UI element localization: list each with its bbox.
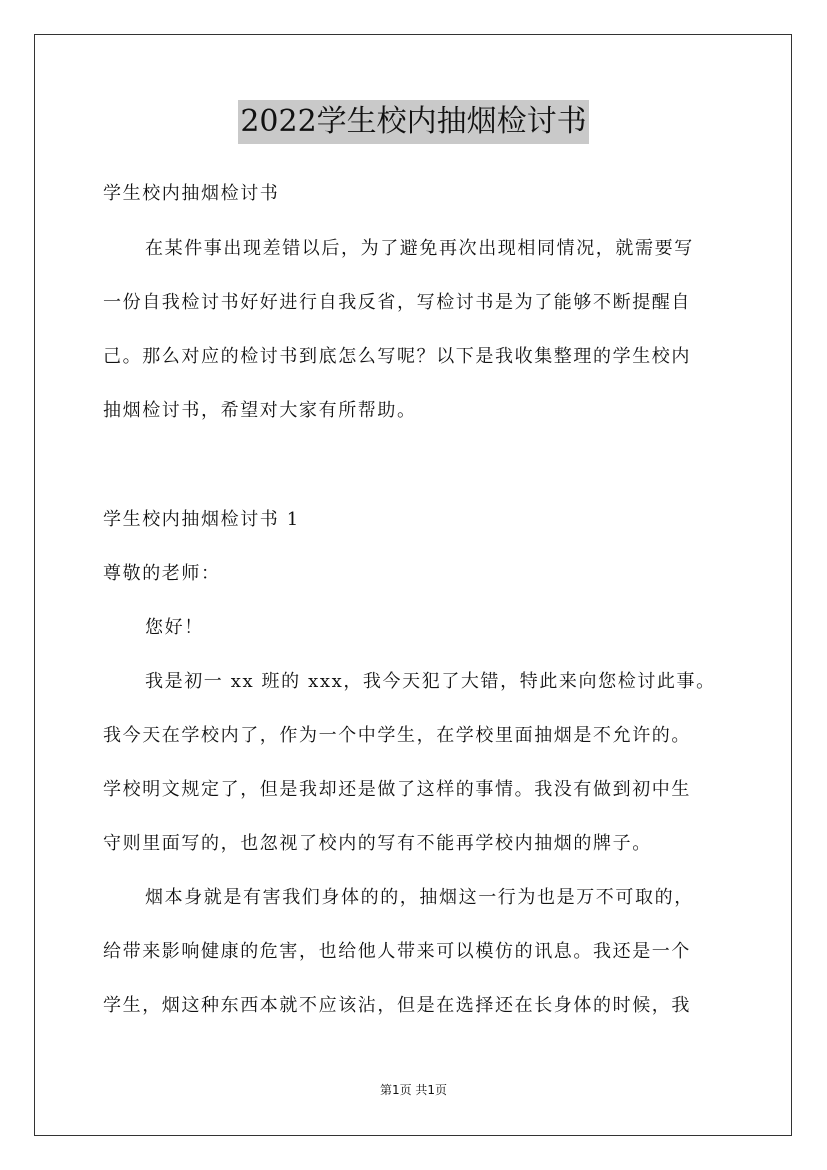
document-title: 2022学生校内抽烟检讨书 xyxy=(238,100,588,144)
body-line-2: 我今天在学校内了，作为一个中学生，在学校里面抽烟是不允许的。 xyxy=(103,725,691,746)
body-line-7: 学生，烟这种东西本就不应该沾，但是在选择还在长身体的时候，我 xyxy=(103,995,691,1016)
greeting: 您好！ xyxy=(145,617,204,638)
salutation: 尊敬的老师： xyxy=(103,563,221,584)
intro-line-1: 在某件事出现差错以后，为了避免再次出现相同情况，就需要写 xyxy=(145,238,694,259)
subsection-heading: 学生校内抽烟检讨书 1 xyxy=(103,509,300,530)
section-heading: 学生校内抽烟检讨书 xyxy=(103,183,280,204)
body-line-5: 烟本身就是有害我们身体的的，抽烟这一行为也是万不可取的， xyxy=(145,887,694,908)
intro-line-4: 抽烟检讨书，希望对大家有所帮助。 xyxy=(103,400,417,421)
body-line-3: 学校明文规定了，但是我却还是做了这样的事情。我没有做到初中生 xyxy=(103,779,691,800)
title-wrapper xyxy=(0,100,827,144)
page-footer: 第1页 共1页 xyxy=(379,1083,448,1097)
body-line-6: 给带来影响健康的危害，也给他人带来可以模仿的讯息。我还是一个 xyxy=(103,941,691,962)
intro-line-2: 一份自我检讨书好好进行自我反省，写检讨书是为了能够不断提醒自 xyxy=(103,292,691,313)
intro-line-3: 己。那么对应的检讨书到底怎么写呢？以下是我收集整理的学生校内 xyxy=(103,346,691,367)
body-line-4: 守则里面写的，也忽视了校内的写有不能再学校内抽烟的牌子。 xyxy=(103,833,652,854)
body-line-1: 我是初一 xx 班的 xxx，我今天犯了大错，特此来向您检讨此事。 xyxy=(145,671,716,692)
